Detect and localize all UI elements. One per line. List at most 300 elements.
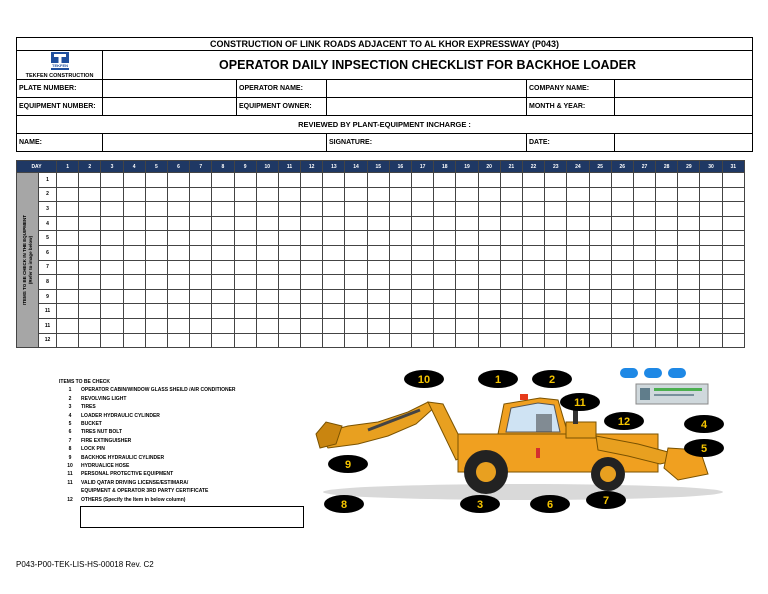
check-cell[interactable] [57,173,79,188]
check-cell[interactable] [611,304,633,319]
check-cell[interactable] [700,318,722,333]
others-specify-field[interactable] [80,506,304,528]
check-cell[interactable] [278,245,300,260]
check-cell[interactable] [700,333,722,348]
check-cell[interactable] [345,304,367,319]
check-cell[interactable] [678,187,700,202]
check-cell[interactable] [57,245,79,260]
check-cell[interactable] [234,245,256,260]
check-cell[interactable] [190,318,212,333]
check-cell[interactable] [301,216,323,231]
check-cell[interactable] [345,289,367,304]
check-cell[interactable] [101,275,123,290]
check-cell[interactable] [522,173,544,188]
check-cell[interactable] [323,187,345,202]
check-cell[interactable] [633,333,655,348]
check-cell[interactable] [301,187,323,202]
check-cell[interactable] [545,231,567,246]
check-cell[interactable] [234,333,256,348]
check-cell[interactable] [101,231,123,246]
check-cell[interactable] [722,260,744,275]
check-cell[interactable] [412,187,434,202]
check-cell[interactable] [522,260,544,275]
check-cell[interactable] [123,245,145,260]
check-cell[interactable] [567,231,589,246]
check-cell[interactable] [700,187,722,202]
check-cell[interactable] [278,173,300,188]
check-cell[interactable] [500,173,522,188]
check-cell[interactable] [434,216,456,231]
check-cell[interactable] [456,318,478,333]
check-cell[interactable] [434,275,456,290]
check-cell[interactable] [278,304,300,319]
check-cell[interactable] [123,202,145,217]
check-cell[interactable] [656,216,678,231]
check-cell[interactable] [678,275,700,290]
check-cell[interactable] [256,289,278,304]
check-cell[interactable] [722,245,744,260]
check-cell[interactable] [123,231,145,246]
check-cell[interactable] [656,187,678,202]
check-cell[interactable] [256,173,278,188]
check-cell[interactable] [79,202,101,217]
check-cell[interactable] [412,231,434,246]
check-cell[interactable] [79,304,101,319]
check-cell[interactable] [545,173,567,188]
check-cell[interactable] [301,260,323,275]
check-cell[interactable] [145,289,167,304]
check-cell[interactable] [323,173,345,188]
check-cell[interactable] [234,173,256,188]
check-cell[interactable] [545,245,567,260]
check-cell[interactable] [57,289,79,304]
check-cell[interactable] [722,289,744,304]
check-cell[interactable] [500,202,522,217]
check-cell[interactable] [656,245,678,260]
check-cell[interactable] [278,231,300,246]
check-cell[interactable] [167,231,189,246]
check-cell[interactable] [345,245,367,260]
check-cell[interactable] [123,333,145,348]
check-cell[interactable] [212,333,234,348]
check-cell[interactable] [145,304,167,319]
check-cell[interactable] [633,304,655,319]
check-cell[interactable] [101,202,123,217]
check-cell[interactable] [478,245,500,260]
check-cell[interactable] [545,202,567,217]
check-cell[interactable] [456,333,478,348]
check-cell[interactable] [367,333,389,348]
check-cell[interactable] [367,245,389,260]
check-cell[interactable] [589,304,611,319]
check-cell[interactable] [212,260,234,275]
check-cell[interactable] [323,216,345,231]
check-cell[interactable] [500,245,522,260]
check-cell[interactable] [278,187,300,202]
check-cell[interactable] [123,216,145,231]
check-cell[interactable] [79,333,101,348]
check-cell[interactable] [345,216,367,231]
check-cell[interactable] [323,202,345,217]
check-cell[interactable] [389,260,411,275]
check-cell[interactable] [434,245,456,260]
check-cell[interactable] [79,318,101,333]
check-cell[interactable] [567,260,589,275]
check-cell[interactable] [57,304,79,319]
check-cell[interactable] [434,202,456,217]
check-cell[interactable] [167,187,189,202]
check-cell[interactable] [611,333,633,348]
check-cell[interactable] [345,260,367,275]
check-cell[interactable] [323,275,345,290]
check-cell[interactable] [145,333,167,348]
check-cell[interactable] [722,173,744,188]
check-cell[interactable] [234,289,256,304]
check-cell[interactable] [57,275,79,290]
check-cell[interactable] [500,333,522,348]
check-cell[interactable] [256,260,278,275]
check-cell[interactable] [301,231,323,246]
check-cell[interactable] [500,289,522,304]
check-cell[interactable] [522,216,544,231]
check-cell[interactable] [212,231,234,246]
check-cell[interactable] [722,231,744,246]
check-cell[interactable] [434,289,456,304]
check-cell[interactable] [212,202,234,217]
check-cell[interactable] [256,187,278,202]
check-cell[interactable] [656,202,678,217]
check-cell[interactable] [589,245,611,260]
check-cell[interactable] [367,173,389,188]
check-cell[interactable] [212,173,234,188]
check-cell[interactable] [567,202,589,217]
check-cell[interactable] [545,304,567,319]
check-cell[interactable] [522,231,544,246]
check-cell[interactable] [678,173,700,188]
check-cell[interactable] [633,245,655,260]
check-cell[interactable] [345,275,367,290]
check-cell[interactable] [389,304,411,319]
check-cell[interactable] [123,173,145,188]
check-cell[interactable] [278,275,300,290]
check-cell[interactable] [123,289,145,304]
equipment-number-field[interactable] [103,98,237,116]
check-cell[interactable] [389,202,411,217]
check-cell[interactable] [167,245,189,260]
check-cell[interactable] [389,216,411,231]
check-cell[interactable] [656,231,678,246]
plate-number-field[interactable] [103,80,237,98]
check-cell[interactable] [301,275,323,290]
check-cell[interactable] [301,245,323,260]
check-cell[interactable] [145,318,167,333]
check-cell[interactable] [633,216,655,231]
check-cell[interactable] [212,216,234,231]
check-cell[interactable] [478,187,500,202]
check-cell[interactable] [500,231,522,246]
check-cell[interactable] [700,173,722,188]
check-cell[interactable] [545,333,567,348]
check-cell[interactable] [167,216,189,231]
check-cell[interactable] [611,202,633,217]
check-cell[interactable] [79,173,101,188]
check-cell[interactable] [190,187,212,202]
check-cell[interactable] [389,318,411,333]
check-cell[interactable] [434,231,456,246]
check-cell[interactable] [500,260,522,275]
check-cell[interactable] [234,187,256,202]
check-cell[interactable] [678,245,700,260]
check-cell[interactable] [167,260,189,275]
check-cell[interactable] [678,202,700,217]
check-cell[interactable] [589,275,611,290]
check-cell[interactable] [79,187,101,202]
check-cell[interactable] [567,187,589,202]
check-cell[interactable] [500,275,522,290]
check-cell[interactable] [700,216,722,231]
check-cell[interactable] [478,260,500,275]
check-cell[interactable] [79,289,101,304]
check-cell[interactable] [412,202,434,217]
check-cell[interactable] [190,245,212,260]
check-cell[interactable] [678,318,700,333]
check-cell[interactable] [633,231,655,246]
check-cell[interactable] [478,216,500,231]
check-cell[interactable] [345,202,367,217]
check-cell[interactable] [345,231,367,246]
check-cell[interactable] [190,173,212,188]
check-cell[interactable] [456,275,478,290]
check-cell[interactable] [367,318,389,333]
check-cell[interactable] [79,216,101,231]
check-cell[interactable] [167,333,189,348]
check-cell[interactable] [700,260,722,275]
check-cell[interactable] [367,304,389,319]
check-cell[interactable] [567,318,589,333]
check-cell[interactable] [190,304,212,319]
check-cell[interactable] [190,275,212,290]
check-cell[interactable] [101,260,123,275]
check-cell[interactable] [145,216,167,231]
check-cell[interactable] [167,318,189,333]
check-cell[interactable] [234,231,256,246]
check-cell[interactable] [456,304,478,319]
check-cell[interactable] [301,202,323,217]
check-cell[interactable] [722,275,744,290]
check-cell[interactable] [234,275,256,290]
check-cell[interactable] [101,187,123,202]
check-cell[interactable] [545,260,567,275]
check-cell[interactable] [345,333,367,348]
check-cell[interactable] [57,187,79,202]
check-cell[interactable] [190,231,212,246]
check-cell[interactable] [589,173,611,188]
company-name-field[interactable] [615,80,753,98]
check-cell[interactable] [256,202,278,217]
check-cell[interactable] [656,260,678,275]
check-cell[interactable] [522,318,544,333]
check-cell[interactable] [278,289,300,304]
check-cell[interactable] [256,304,278,319]
check-cell[interactable] [567,173,589,188]
check-cell[interactable] [101,173,123,188]
check-cell[interactable] [478,333,500,348]
check-cell[interactable] [722,318,744,333]
check-cell[interactable] [367,216,389,231]
check-cell[interactable] [412,245,434,260]
check-cell[interactable] [545,289,567,304]
check-cell[interactable] [589,187,611,202]
check-cell[interactable] [700,202,722,217]
check-cell[interactable] [500,318,522,333]
check-cell[interactable] [367,187,389,202]
check-cell[interactable] [567,245,589,260]
check-cell[interactable] [190,333,212,348]
check-cell[interactable] [301,173,323,188]
check-cell[interactable] [234,260,256,275]
check-cell[interactable] [522,333,544,348]
check-cell[interactable] [123,318,145,333]
check-cell[interactable] [456,245,478,260]
check-cell[interactable] [611,187,633,202]
check-cell[interactable] [700,245,722,260]
check-cell[interactable] [79,231,101,246]
check-cell[interactable] [589,216,611,231]
check-cell[interactable] [700,304,722,319]
check-cell[interactable] [101,304,123,319]
check-cell[interactable] [301,333,323,348]
check-cell[interactable] [57,202,79,217]
check-cell[interactable] [434,173,456,188]
check-cell[interactable] [522,187,544,202]
name-field[interactable] [103,134,327,152]
check-cell[interactable] [522,202,544,217]
check-cell[interactable] [167,289,189,304]
check-cell[interactable] [611,275,633,290]
check-cell[interactable] [323,333,345,348]
check-cell[interactable] [57,231,79,246]
check-cell[interactable] [589,289,611,304]
check-cell[interactable] [522,289,544,304]
check-cell[interactable] [301,318,323,333]
check-cell[interactable] [79,245,101,260]
check-cell[interactable] [278,333,300,348]
check-cell[interactable] [589,318,611,333]
check-cell[interactable] [456,216,478,231]
check-cell[interactable] [367,260,389,275]
check-cell[interactable] [456,187,478,202]
check-cell[interactable] [345,318,367,333]
check-cell[interactable] [145,173,167,188]
check-cell[interactable] [212,245,234,260]
check-cell[interactable] [145,275,167,290]
check-cell[interactable] [412,289,434,304]
check-cell[interactable] [278,202,300,217]
check-cell[interactable] [478,231,500,246]
check-cell[interactable] [167,304,189,319]
check-cell[interactable] [212,275,234,290]
check-cell[interactable] [633,318,655,333]
check-cell[interactable] [678,231,700,246]
check-cell[interactable] [656,333,678,348]
check-cell[interactable] [656,318,678,333]
equipment-owner-field[interactable] [327,98,527,116]
check-cell[interactable] [167,202,189,217]
check-cell[interactable] [722,216,744,231]
check-cell[interactable] [256,231,278,246]
check-cell[interactable] [434,318,456,333]
check-cell[interactable] [301,304,323,319]
check-cell[interactable] [656,304,678,319]
check-cell[interactable] [412,173,434,188]
check-cell[interactable] [434,260,456,275]
check-cell[interactable] [389,173,411,188]
month-year-field[interactable] [615,98,753,116]
check-cell[interactable] [101,318,123,333]
check-cell[interactable] [256,216,278,231]
check-cell[interactable] [412,275,434,290]
check-cell[interactable] [412,333,434,348]
check-cell[interactable] [478,304,500,319]
check-cell[interactable] [79,260,101,275]
check-cell[interactable] [589,260,611,275]
check-cell[interactable] [145,231,167,246]
check-cell[interactable] [323,318,345,333]
check-cell[interactable] [545,318,567,333]
check-cell[interactable] [456,231,478,246]
check-cell[interactable] [145,202,167,217]
check-cell[interactable] [57,216,79,231]
check-cell[interactable] [633,289,655,304]
check-cell[interactable] [478,202,500,217]
check-cell[interactable] [722,304,744,319]
check-cell[interactable] [589,202,611,217]
check-cell[interactable] [278,216,300,231]
check-cell[interactable] [456,260,478,275]
check-cell[interactable] [389,275,411,290]
check-cell[interactable] [700,289,722,304]
check-cell[interactable] [412,260,434,275]
check-cell[interactable] [722,202,744,217]
check-cell[interactable] [367,231,389,246]
check-cell[interactable] [545,187,567,202]
check-cell[interactable] [545,216,567,231]
check-cell[interactable] [633,275,655,290]
check-cell[interactable] [522,275,544,290]
check-cell[interactable] [678,216,700,231]
check-cell[interactable] [389,289,411,304]
check-cell[interactable] [611,231,633,246]
check-cell[interactable] [389,231,411,246]
check-cell[interactable] [478,318,500,333]
check-cell[interactable] [101,289,123,304]
check-cell[interactable] [256,275,278,290]
check-cell[interactable] [123,304,145,319]
check-cell[interactable] [57,333,79,348]
check-cell[interactable] [678,304,700,319]
check-cell[interactable] [323,289,345,304]
check-cell[interactable] [611,245,633,260]
check-cell[interactable] [567,275,589,290]
check-cell[interactable] [212,289,234,304]
check-cell[interactable] [190,216,212,231]
check-cell[interactable] [57,260,79,275]
check-cell[interactable] [478,275,500,290]
check-cell[interactable] [190,289,212,304]
check-cell[interactable] [301,289,323,304]
check-cell[interactable] [567,289,589,304]
check-cell[interactable] [567,216,589,231]
